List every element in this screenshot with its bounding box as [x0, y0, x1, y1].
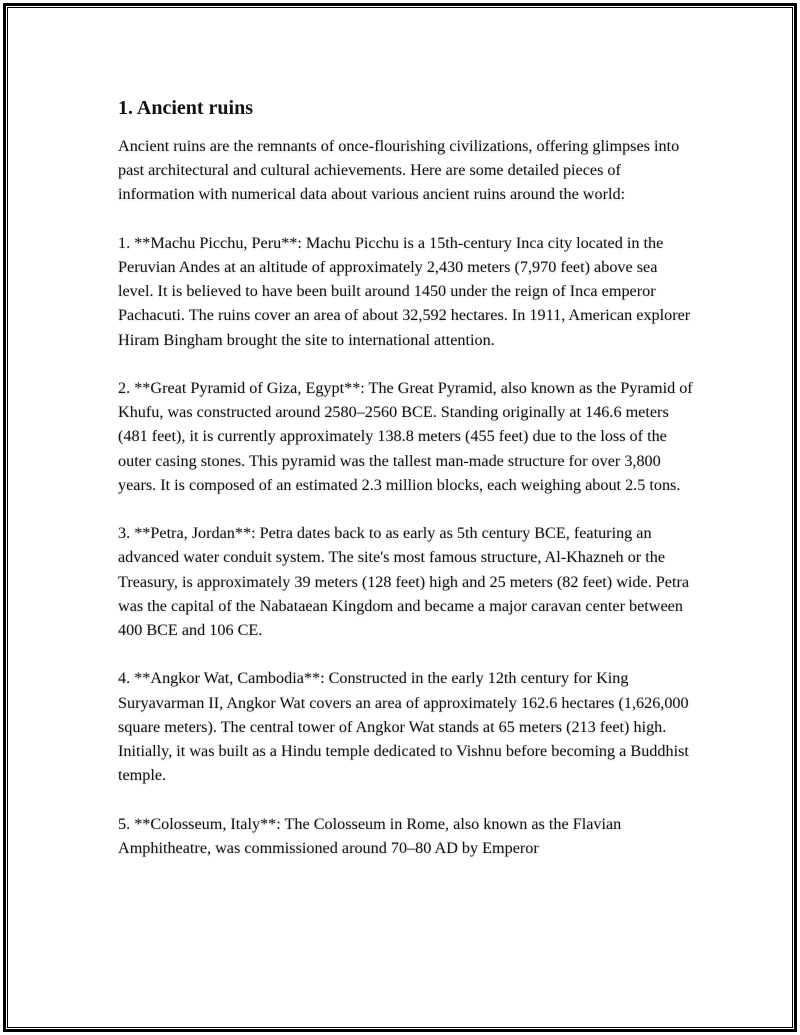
document-body — [118, 96, 693, 884]
list-item-petra: 3. **Petra, Jordan**: Petra dates back to as early as 5th century BCE, featuring an advanced water conduit system. The site's most famous structure, Al-Khazneh or the Treasury, is approximately 39 meters (128 feet) high and 25 meters (82 feet) wide. Petra was the capital of the Nabataean Kingdom and became a major caravan center between 400 BCE and 106 CE. — [118, 524, 690, 640]
intro-paragraph: Ancient ruins are the remnants of once-flourishing civilizations, offering glimpses into past architectural and cultural achievements. Here are some detailed pieces of information with numerical data about various ancient ruins around the world: — [118, 137, 680, 204]
list-item-colosseum: 5. **Colosseum, Italy**: The Colosseum in Rome, also known as the Flavian Amphitheatre, was commissioned around 70–80 AD by Emperor — [118, 814, 622, 857]
list-item-angkor-wat: 4. **Angkor Wat, Cambodia**: Constructed in the early 12th century for King Suryavarman II, Angkor Wat covers an area of approximately 162.6 hectares (1,626,000 square meters). The central tower of Angkor Wat stands at 65 meters (213 feet) high. Initially, it was built as a Hindu temple dedicated to Vishnu before becoming a Buddhist temple. — [118, 669, 689, 785]
list-item-great-pyramid: 2. **Great Pyramid of Giza, Egypt**: The Great Pyramid, also known as the Pyramid of Khufu, was constructed around 2580–2560 BCE. Standing originally at 146.6 meters (481 feet), it is currently approximately 138.8 meters (455 feet) due to the loss of the outer casing stones. This pyramid was the tallest man-made structure for over 3,800 years. It is composed of an estimated 2.3 million blocks, each weighing about 2.5 tons. — [118, 379, 693, 494]
section-heading: 1. Ancient ruins — [118, 97, 254, 119]
list-item-machu-picchu: 1. **Machu Picchu, Peru**: Machu Picchu is a 15th-century Inca city located in the Peruvian Andes at an altitude of approximately 2,430 meters (7,970 feet) above sea level. It is believed to have been built around 1450 under the reign of Inca emperor Pachacuti. The ruins cover an area of about 32,592 hectares. In 1911, American explorer Hiram Bingham brought the site to international attention. — [118, 233, 691, 349]
